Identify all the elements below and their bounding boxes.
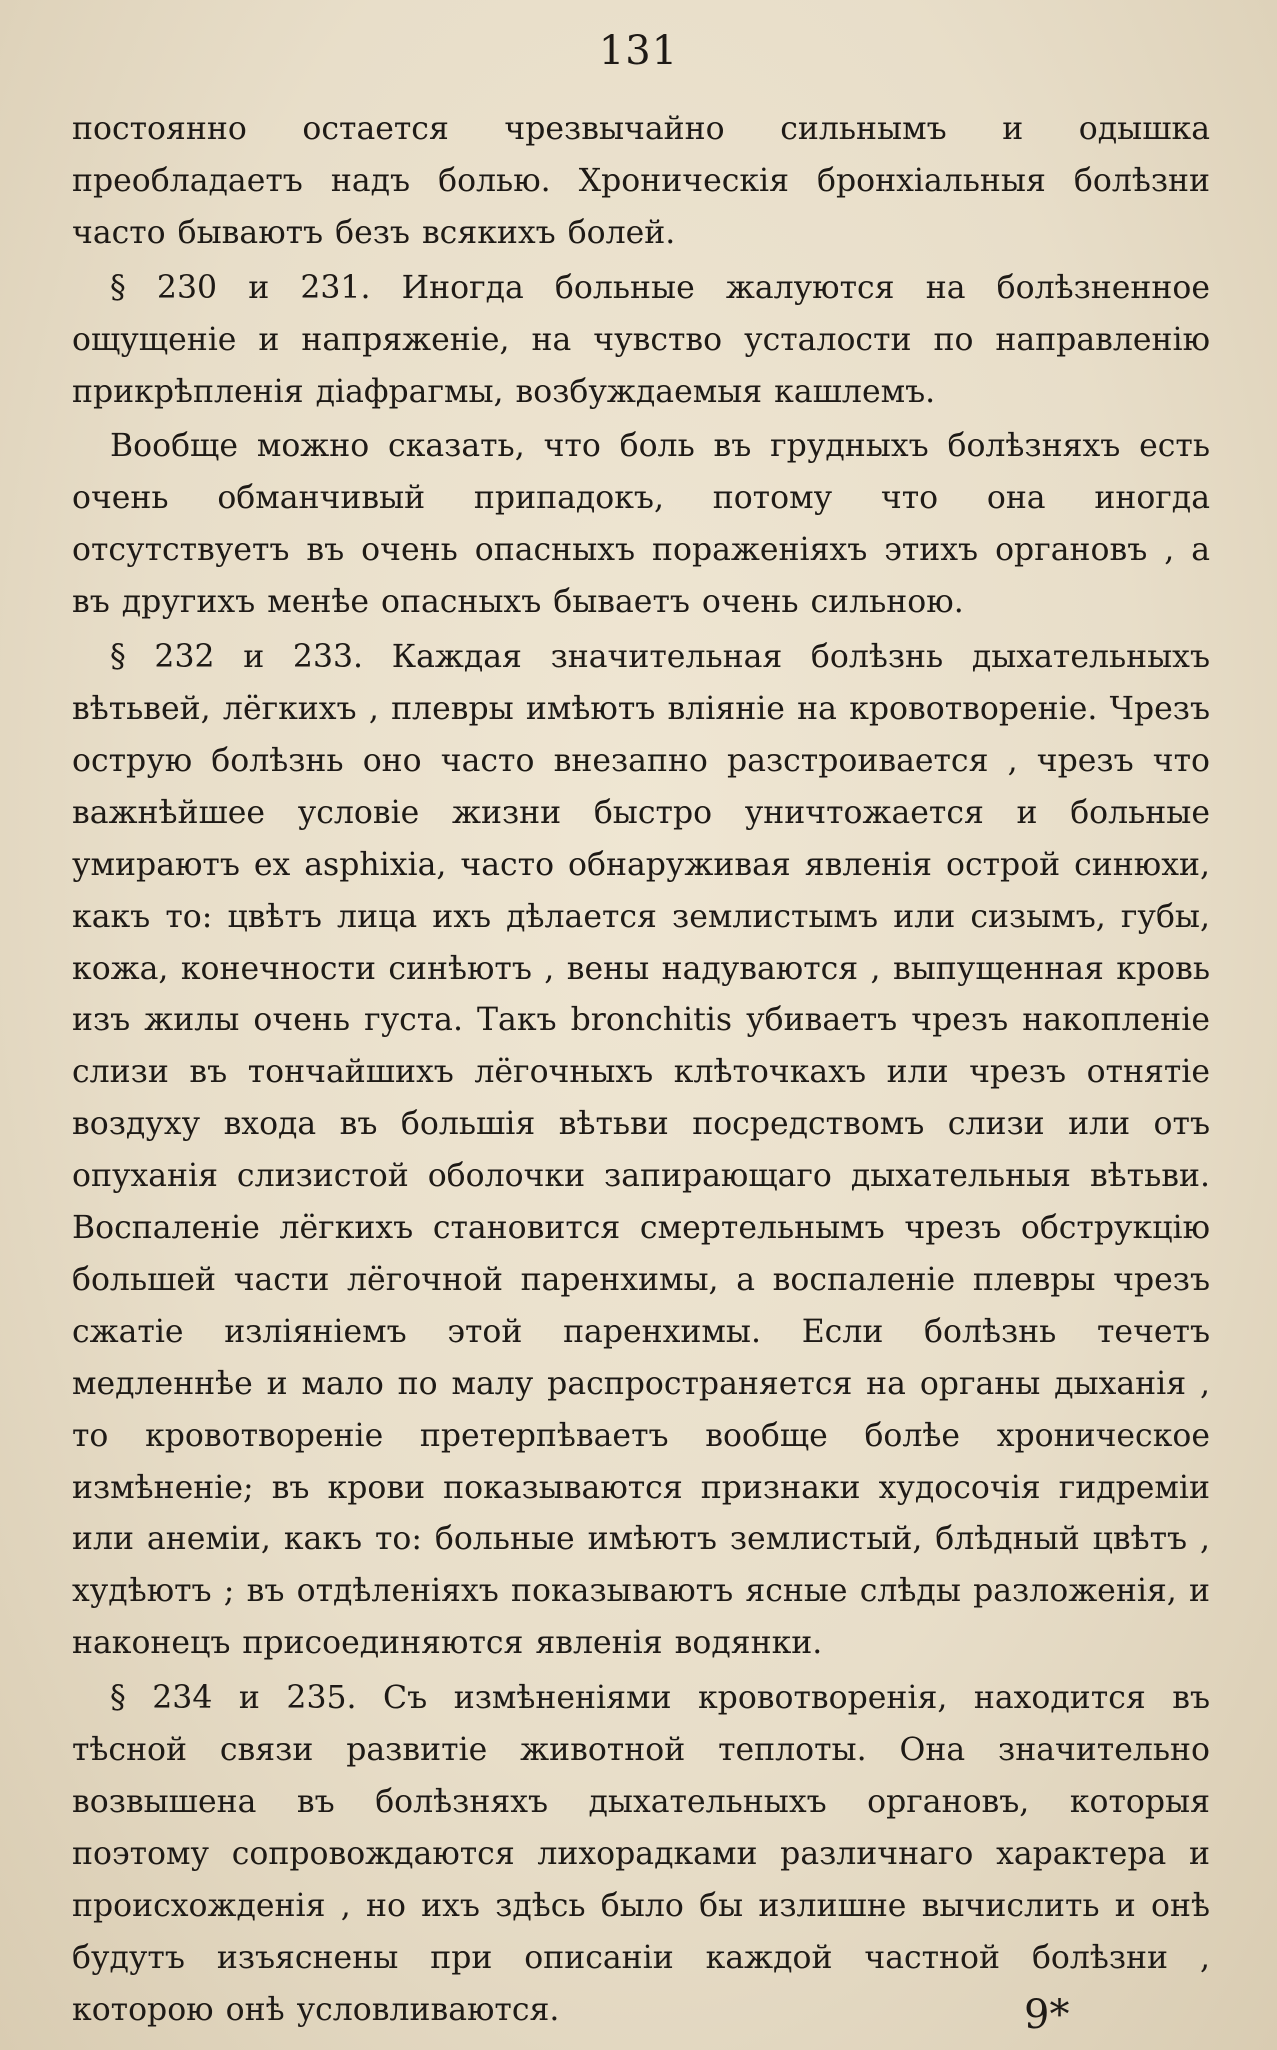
paragraph-section-232-233: § 232 и 233. Каждая значительная болѣзнь дыхательныхъ вѣтьвей, лёгкихъ , плевры имѣютъ вліяніе на кровотвореніе. Чрезъ острую болѣзнь оно часто внезапно разстроивается , чрезъ что важнѣйшее условіе жизни быстро уничтожается и больные умираютъ ex asphixia, часто обнаруживая явленія острой синюхи, какъ то: цвѣтъ лица ихъ дѣлается землистымъ или сизымъ, губы, кожа, конечности синѣютъ , вены надуваются , выпущенная кровь изъ жилы очень густа. Такъ bronchitis убиваетъ чрезъ накопленіе слизи въ тончайшихъ лёгочныхъ клѣточкахъ или чрезъ отнятіе воздуху входа въ большія вѣтьви посредствомъ слизи или отъ опуханія слизистой оболочки запирающаго дыхательныя вѣтьви. Воспаленіе лёгкихъ становится смертельнымъ чрезъ обструкцію большей части лёгочной паренхимы, а воспаленіе плевры чрезъ сжатіе изліяніемъ этой паренхимы. Если болѣзнь течетъ медленнѣе и мало по малу распространяется на органы дыханія , то кровотвореніе претерпѣваетъ вообще болѣе хроническое измѣненіе; въ крови показываются признаки худосочія гидреміи или анеміи, какъ то: больные имѣютъ землистый, блѣдный цвѣтъ , худѣютъ ; въ отдѣленіяхъ показываютъ ясные слѣды разложенія, и наконецъ присоединяются явленія водянки. [72,639,1210,1662]
signature-mark: 9* [1024,1992,1070,2038]
paragraph-section-234-235: § 234 и 235. Съ измѣненіями кровотворенія, находится въ тѣсной связи развитіе животной теплоты. Она значительно возвышена въ болѣзняхъ дыхательныхъ органовъ, которыя поэтому сопровождаются лихорадками различнаго характера и происхожденія , но ихъ здѣсь было бы излишне вычислить и онѣ будутъ изъяснены при описаніи каждой частной болѣзни , которою онѣ условливаются. [72,1680,1210,2028]
text-body [72,104,1210,2040]
paragraph-continuation: постоянно остается чрезвычайно сильнымъ и одышка преобладаетъ надъ болью. Хроническія бронхіальныя болѣзни часто бываютъ безъ всякихъ болей. [72,111,1210,251]
paragraph-pain-remark: Вообще можно сказать, что боль въ грудныхъ болѣзняхъ есть очень обманчивый припадокъ, потому что она иногда отсутствуетъ въ очень опасныхъ пораженіяхъ этихъ органовъ , а въ другихъ менѣе опасныхъ бываетъ очень сильною. [72,428,1210,621]
page-number: 131 [598,28,679,74]
paragraph-section-230-231: § 230 и 231. Иногда больные жалуются на болѣзненное ощущеніе и напряженіе, на чувство усталости по направленію прикрѣпленія діафрагмы, возбуждаемыя кашлемъ. [72,269,1210,410]
